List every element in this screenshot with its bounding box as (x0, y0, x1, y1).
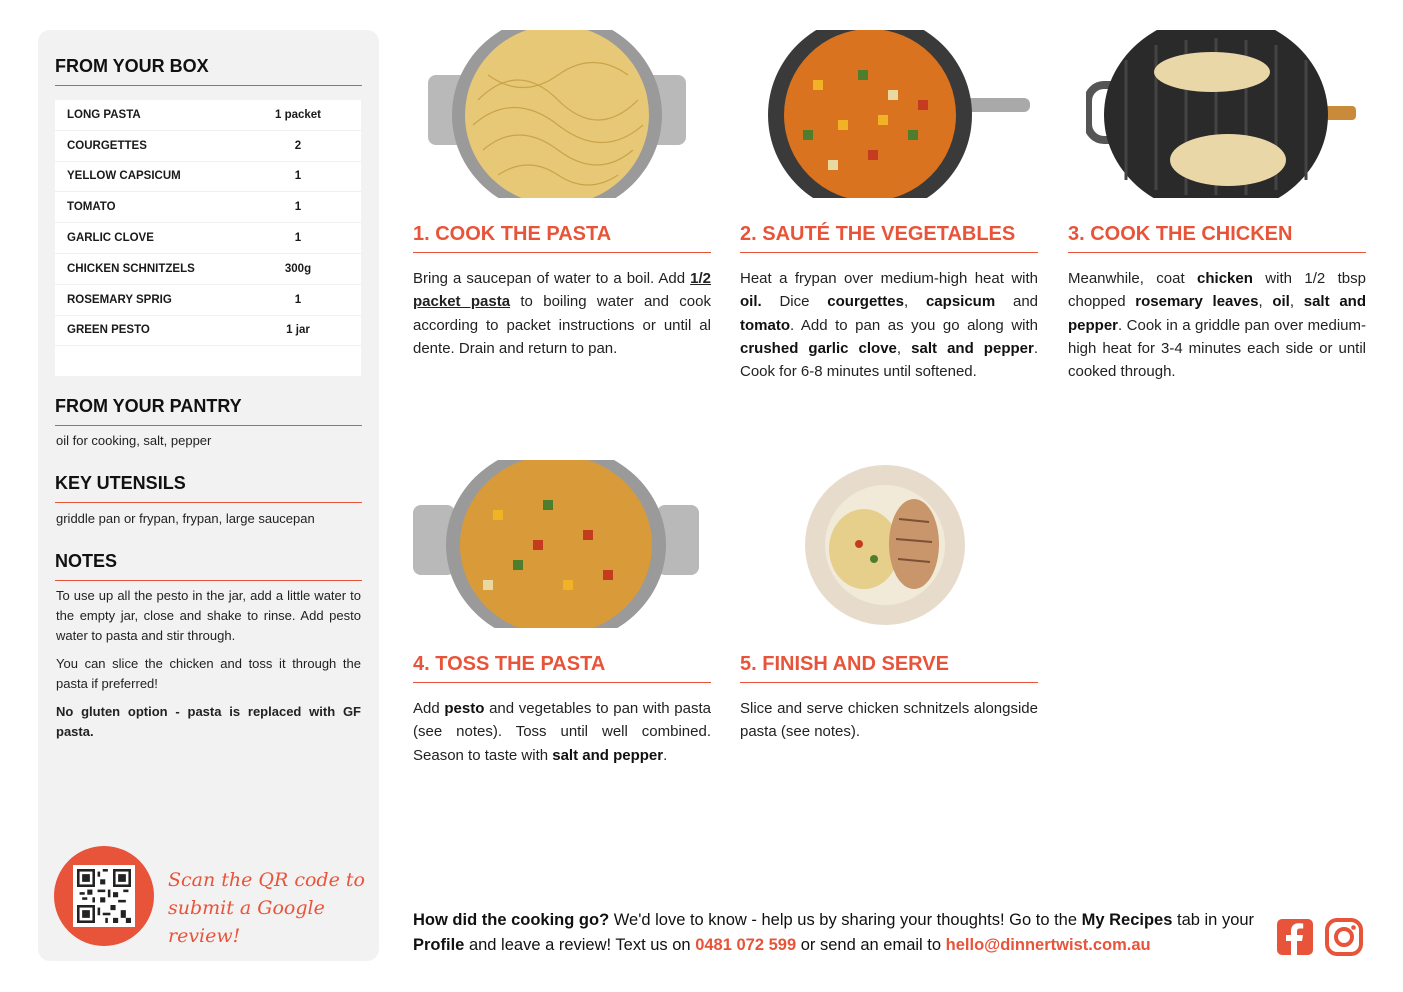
footer-text: tab in your (1172, 911, 1255, 929)
step-text: Heat a frypan over medium-high heat with (740, 270, 1038, 287)
table-row (55, 131, 361, 162)
ingredient-qty: 2 (294, 139, 302, 152)
my-recipes-link: My Recipes (1081, 911, 1173, 929)
step-text: to boiling water and cook according to packet instructions or until al dente. Drain and return to pan. (413, 293, 711, 357)
ingredient-name: ROSEMARY SPRIG (67, 293, 172, 306)
step-ingredient: salt and pepper (552, 746, 664, 764)
ingredient-name: YELLOW CAPSICUM (67, 170, 181, 183)
email-link[interactable]: hello@dinnertwist.com.au (945, 936, 1151, 954)
step-text: , (1289, 293, 1304, 311)
ingredient-name: LONG PASTA (67, 108, 141, 121)
step-text: Slice and serve chicken schnitzels alongside pasta (see notes). (740, 700, 1038, 741)
table-row (55, 316, 361, 347)
ingredient-name: GREEN PESTO (67, 324, 150, 337)
step-5-title: 5. FINISH AND SERVE (740, 653, 1038, 683)
pasta-pot-image (428, 30, 686, 198)
facebook-icon[interactable] (1276, 918, 1314, 956)
ingredient-name: GARLIC CLOVE (67, 232, 154, 245)
step-ingredient: chicken (1197, 270, 1253, 287)
step-ingredient: crushed garlic clove (740, 339, 897, 357)
qr-badge[interactable] (54, 846, 154, 946)
step-text: . (663, 746, 668, 764)
step-text: and (995, 293, 1039, 311)
step-text: with 1/2 tbsp chopped (1068, 270, 1366, 311)
ingredient-qty: 1 packet (274, 108, 322, 121)
utensils-text: griddle pan or frypan, frypan, large saucepan (56, 511, 315, 526)
step-text: . Cook in a griddle pan over medium-high heat for 3-4 minutes each side or until cooked through. (1068, 316, 1366, 381)
finished-dish-image (804, 464, 966, 626)
step-ingredient: rosemary leaves (1135, 293, 1259, 311)
pantry-text: oil for cooking, salt, pepper (56, 433, 212, 448)
step-text: . Cook for 6-8 minutes until softened. (740, 339, 1038, 381)
footer-text: and leave a review! Text us on (464, 936, 696, 954)
footer-text: We'd love to know - help us by sharing your thoughts! Go to the (609, 911, 1082, 929)
step-5-body (740, 697, 1038, 744)
step-ingredient: capsicum (925, 293, 996, 311)
table-row (55, 162, 361, 193)
qr-caption (168, 866, 368, 950)
feedback-footer (413, 908, 1263, 958)
from-your-box-heading: FROM YOUR BOX (55, 56, 362, 86)
ingredients-table (55, 100, 361, 376)
toss-pasta-image (413, 460, 699, 628)
table-row (55, 223, 361, 254)
key-utensils-heading: KEY UTENSILS (55, 473, 362, 503)
step-text: , (1258, 293, 1273, 311)
table-row (55, 192, 361, 223)
footer-question: How did the cooking go? (413, 911, 610, 929)
ingredient-qty: 300g (284, 262, 312, 275)
instagram-icon[interactable] (1325, 918, 1363, 956)
step-text: Bring a saucepan of water to a boil. Add (413, 270, 691, 287)
step-ingredient: oil. (740, 293, 762, 311)
ingredients-sidebar (38, 30, 379, 961)
step-text: and vegetables to pan with pasta (see notes). Toss until well combined. Season to taste with (413, 700, 711, 764)
ingredient-qty: 1 (294, 293, 302, 306)
step-ingredient: salt and pepper (911, 339, 1034, 357)
ingredient-qty: 1 jar (286, 324, 310, 337)
vegetables-pan-image (768, 30, 1030, 198)
step-1-body (413, 267, 711, 360)
ingredient-name: CHICKEN SCHNITZELS (67, 262, 195, 275)
step-ingredient: salt and pepper (1068, 293, 1366, 334)
step-text: Meanwhile, coat (1068, 270, 1198, 287)
step-text: Add (413, 700, 445, 717)
step-text: . Add to pan as you go along with (790, 316, 1038, 334)
table-row (55, 100, 361, 131)
step-text: , (903, 293, 926, 311)
step-4-title: 4. TOSS THE PASTA (413, 653, 711, 683)
ingredient-qty: 1 (294, 201, 302, 214)
note-paragraph: To use up all the pesto in the jar, add a little water to the empty jar, close and shake to rinse. Add pesto water to pasta and stir through. (56, 588, 361, 643)
profile-link: Profile (413, 936, 465, 954)
step-ingredient: tomato (740, 316, 790, 334)
step-2-title: 2. SAUTÉ THE VEGETABLES (740, 223, 1038, 253)
step-ingredient: pesto (444, 700, 485, 717)
step-ingredient: oil (1272, 293, 1290, 311)
step-3-title: 3. COOK THE CHICKEN (1068, 223, 1366, 253)
notes-heading: NOTES (55, 551, 362, 581)
from-your-pantry-heading: FROM YOUR PANTRY (55, 396, 362, 426)
ingredient-qty: 1 (294, 232, 302, 245)
qr-code-icon[interactable] (73, 865, 135, 927)
step-1-title: 1. COOK THE PASTA (413, 223, 711, 253)
note-paragraph: You can slice the chicken and toss it through the pasta if preferred! (56, 656, 361, 691)
gluten-free-note: No gluten option - pasta is replaced with GF pasta. (56, 704, 361, 739)
ingredient-name: COURGETTES (67, 139, 147, 152)
step-text: , (896, 339, 912, 357)
footer-text: or send an email to (796, 936, 946, 954)
step-2-body (740, 267, 1038, 383)
step-ingredient: 1/2 packet pasta (413, 270, 711, 311)
step-ingredient: courgettes (827, 293, 904, 311)
qr-caption-line: submit a Google review! (168, 897, 325, 947)
step-3-body (1068, 267, 1366, 383)
chicken-griddle-image (1086, 30, 1356, 198)
ingredient-qty: 1 (294, 170, 302, 183)
table-row (55, 285, 361, 316)
qr-caption-line: Scan the QR code to (168, 869, 365, 891)
ingredient-name: TOMATO (67, 201, 116, 214)
table-row (55, 254, 361, 285)
phone-link[interactable]: 0481 072 599 (695, 936, 797, 954)
step-text: Dice (761, 293, 828, 311)
step-4-body (413, 697, 711, 767)
notes-body (56, 586, 361, 750)
